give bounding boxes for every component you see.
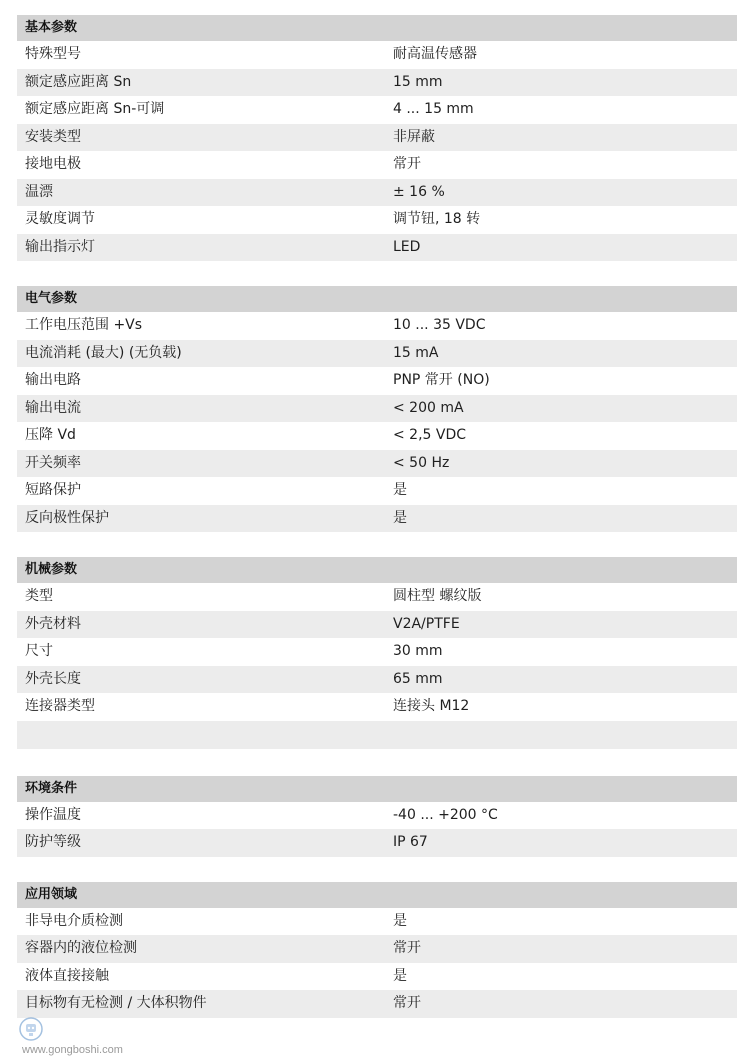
section-rows <box>17 802 737 857</box>
table-row <box>17 935 737 963</box>
row-value: 常开 <box>393 940 421 956</box>
table-row <box>17 395 737 423</box>
row-label: 防护等级 <box>25 834 81 850</box>
section-title: 应用领域 <box>17 882 737 908</box>
row-label: 容器内的液位检测 <box>25 940 137 956</box>
spec-sheet <box>17 15 737 1043</box>
row-value: 是 <box>393 509 407 526</box>
row-label: 外壳材料 <box>25 615 81 632</box>
row-value: 耐高温传感器 <box>393 46 477 62</box>
row-value: IP 67 <box>393 834 428 850</box>
section-mechanical-params <box>17 557 737 749</box>
row-label: 安装类型 <box>25 128 81 145</box>
row-label: 尺寸 <box>25 643 53 659</box>
row-value: < 2,5 VDC <box>393 427 467 443</box>
section-basic-params <box>17 15 737 261</box>
row-value: 调节钮, 18 转 <box>393 211 481 227</box>
row-label: 特殊型号 <box>25 46 81 62</box>
table-row <box>17 666 737 694</box>
table-row <box>17 151 737 179</box>
robot-emblem-icon <box>18 1016 44 1042</box>
table-row <box>17 450 737 478</box>
row-value: 是 <box>393 912 407 929</box>
table-row <box>17 611 737 639</box>
row-value: 10 ... 35 VDC <box>393 317 486 333</box>
row-value: PNP 常开 (NO) <box>393 372 490 388</box>
row-label: 压降 Vd <box>25 427 76 443</box>
table-row <box>17 124 737 152</box>
table-row <box>17 206 737 234</box>
row-label: 液体直接接触 <box>25 967 109 984</box>
row-value: ± 16 % <box>393 183 445 200</box>
row-value: 15 mA <box>393 344 439 361</box>
table-row <box>17 422 737 450</box>
row-value: -40 ... +200 °C <box>393 806 498 823</box>
row-label: 类型 <box>25 588 53 604</box>
row-label: 短路保护 <box>25 482 81 498</box>
section-electrical-params <box>17 286 737 532</box>
row-value: 是 <box>393 967 407 984</box>
row-value: 常开 <box>393 995 421 1011</box>
row-label: 连接器类型 <box>25 698 95 714</box>
row-value: 非屏蔽 <box>393 128 435 145</box>
row-value: 是 <box>393 482 407 498</box>
section-title: 电气参数 <box>17 286 737 312</box>
watermark <box>14 1016 154 1061</box>
empty-row <box>17 721 737 749</box>
section-title: 机械参数 <box>17 557 737 583</box>
table-row <box>17 802 737 830</box>
row-value: 30 mm <box>393 643 443 659</box>
row-value: 4 ... 15 mm <box>393 101 474 117</box>
table-row <box>17 367 737 395</box>
row-label: 外壳长度 <box>25 670 81 687</box>
row-value: 常开 <box>393 156 421 172</box>
row-label: 灵敏度调节 <box>25 211 95 227</box>
row-label: 开关频率 <box>25 454 81 471</box>
table-row <box>17 963 737 991</box>
row-label: 操作温度 <box>25 806 81 823</box>
row-value: 65 mm <box>393 670 443 687</box>
section-rows <box>17 312 737 532</box>
row-value: < 50 Hz <box>393 454 450 471</box>
table-row <box>17 693 737 721</box>
watermark-url: www.gongboshi.com <box>22 1044 123 1056</box>
section-rows <box>17 41 737 261</box>
section-applications <box>17 882 737 1018</box>
table-row <box>17 505 737 533</box>
table-row <box>17 477 737 505</box>
row-label: 非导电介质检测 <box>25 912 123 929</box>
table-row <box>17 638 737 666</box>
table-row <box>17 583 737 611</box>
table-row <box>17 41 737 69</box>
table-row <box>17 829 737 857</box>
section-rows <box>17 583 737 749</box>
row-label: 电流消耗 (最大) (无负载) <box>25 344 182 361</box>
table-row <box>17 312 737 340</box>
row-value: LED <box>393 238 421 255</box>
row-value: V2A/PTFE <box>393 615 460 632</box>
row-label: 额定感应距离 Sn <box>25 73 132 90</box>
row-label: 输出电流 <box>25 399 81 416</box>
section-title: 基本参数 <box>17 15 737 41</box>
table-row <box>17 179 737 207</box>
table-row <box>17 69 737 97</box>
row-label: 输出电路 <box>25 372 81 388</box>
section-title: 环境条件 <box>17 776 737 802</box>
table-row <box>17 96 737 124</box>
row-label: 温漂 <box>25 183 53 200</box>
table-row <box>17 340 737 368</box>
row-label: 输出指示灯 <box>25 238 95 255</box>
table-row <box>17 908 737 936</box>
table-row <box>17 990 737 1018</box>
section-environment <box>17 776 737 857</box>
table-row <box>17 234 737 262</box>
row-value: 圆柱型 螺纹版 <box>393 588 482 604</box>
row-value: 连接头 M12 <box>393 698 470 714</box>
row-value: < 200 mA <box>393 399 464 416</box>
row-label: 目标物有无检测 / 大体积物件 <box>25 995 207 1011</box>
row-value: 15 mm <box>393 73 443 90</box>
section-rows <box>17 908 737 1018</box>
row-label: 额定感应距离 Sn-可调 <box>25 101 165 117</box>
row-label: 接地电极 <box>25 156 81 172</box>
row-label: 反向极性保护 <box>25 509 109 526</box>
row-label: 工作电压范围 +Vs <box>25 317 143 333</box>
